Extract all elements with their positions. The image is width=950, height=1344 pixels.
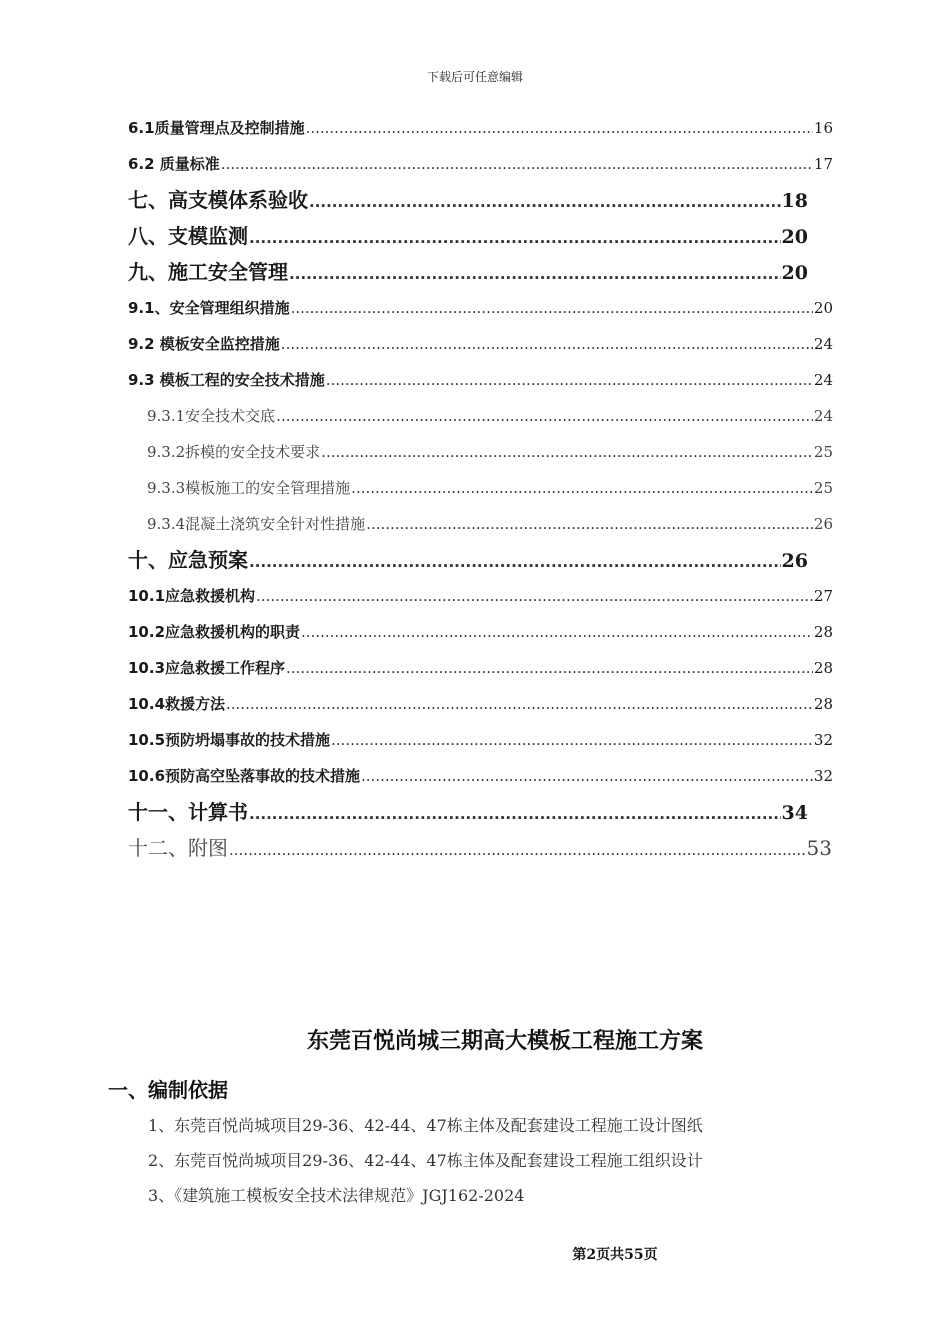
toc-entry-page: 32 [813, 731, 833, 749]
toc-entry-title: 9.3 模板工程的安全技术措施 [128, 371, 325, 389]
toc-leader-dots [256, 578, 813, 614]
toc-entry-title: 八、支模监测 [128, 224, 248, 248]
toc-entry-page: 28 [813, 623, 833, 641]
toc-entry-title: 10.3应急救援工作程序 [128, 659, 286, 677]
toc-entry-title: 9.2 模板安全监控措施 [128, 335, 280, 353]
toc-leader-dots [281, 326, 813, 362]
toc-entry-7[interactable] [128, 182, 808, 218]
toc-entry-page: 24 [813, 371, 833, 389]
toc-entry-9-3-2[interactable] [128, 434, 833, 470]
toc-entry-page: 34 [781, 802, 808, 824]
toc-entry-10-2[interactable] [128, 614, 833, 650]
toc-leader-dots [321, 434, 813, 470]
toc-entry-12[interactable] [128, 830, 832, 866]
toc-leader-dots [249, 796, 781, 830]
toc-entry-9-3[interactable] [128, 362, 833, 398]
toc-entry-title: 十、应急预案 [128, 548, 248, 572]
toc-entry-page: 26 [813, 515, 833, 533]
toc-entry-title: 七、高支模体系验收 [128, 188, 308, 212]
toc-leader-dots [351, 470, 813, 506]
toc-entry-title: 9.3.2拆模的安全技术要求 [147, 443, 321, 461]
toc-entry-9-3-3[interactable] [128, 470, 833, 506]
toc-entry-10-5[interactable] [128, 722, 833, 758]
toc-entry-page: 25 [813, 443, 833, 461]
toc-entry-10-1[interactable] [128, 578, 833, 614]
toc-leader-dots [309, 184, 781, 218]
toc-entry-11[interactable] [128, 794, 808, 830]
toc-leader-dots [226, 686, 813, 722]
toc-entry-title: 10.1应急救援机构 [128, 587, 256, 605]
toc-leader-dots [366, 506, 813, 542]
toc-entry-title: 十一、计算书 [128, 800, 248, 824]
toc-entry-title: 9.3.4混凝土浇筑安全针对性措施 [147, 515, 366, 533]
toc-entry-title: 10.5预防坍塌事故的技术措施 [128, 731, 331, 749]
toc-entry-6-1[interactable] [128, 110, 833, 146]
toc-leader-dots [249, 220, 781, 254]
toc-leader-dots [331, 722, 813, 758]
toc-leader-dots [301, 614, 813, 650]
toc-leader-dots [286, 650, 813, 686]
toc-leader-dots [289, 256, 781, 290]
toc-leader-dots [361, 758, 813, 794]
toc-entry-9-2[interactable] [128, 326, 833, 362]
toc-entry-title: 10.6预防高空坠落事故的技术措施 [128, 767, 361, 785]
toc-entry-page: 32 [813, 767, 833, 785]
toc-entry-page: 28 [813, 695, 833, 713]
reference-list [148, 1108, 703, 1213]
toc-leader-dots [221, 146, 813, 182]
toc-entry-title: 9.1、安全管理组织措施 [128, 299, 290, 317]
toc-entry-page: 24 [813, 335, 833, 353]
toc-entry-title: 10.4救援方法 [128, 695, 226, 713]
reference-item: 2、东莞百悦尚城项目29-36、42-44、47栋主体及配套建设工程施工组织设计 [148, 1151, 703, 1170]
toc-entry-page: 20 [781, 226, 808, 248]
toc-entry-page: 27 [813, 587, 833, 605]
toc-entry-10-6[interactable] [128, 758, 833, 794]
toc-leader-dots [306, 110, 813, 146]
toc-entry-9-1[interactable] [128, 290, 833, 326]
toc-entry-page: 20 [781, 262, 808, 284]
toc-entry-6-2[interactable] [128, 146, 833, 182]
toc-leader-dots [249, 544, 781, 578]
toc-entry-10[interactable] [128, 542, 808, 578]
toc-entry-page: 26 [781, 550, 808, 572]
reference-item: 1、东莞百悦尚城项目29-36、42-44、47栋主体及配套建设工程施工设计图纸 [148, 1116, 703, 1135]
toc-entry-page: 17 [813, 155, 833, 173]
toc-leader-dots [276, 398, 813, 434]
document-title: 东莞百悦尚城三期高大模板工程施工方案 [306, 1029, 703, 1054]
toc-entry-9-3-1[interactable] [128, 398, 833, 434]
toc-entry-8[interactable] [128, 218, 808, 254]
toc-entry-title: 6.2 质量标准 [128, 155, 220, 173]
toc-entry-page: 53 [806, 836, 832, 860]
section-heading: 一、编制依据 [108, 1078, 228, 1102]
toc-entry-title: 九、施工安全管理 [128, 260, 288, 284]
toc-entry-page: 20 [813, 299, 833, 317]
toc-entry-title: 9.3.1安全技术交底 [147, 407, 276, 425]
toc-entry-page: 18 [781, 190, 808, 212]
toc-entry-10-3[interactable] [128, 650, 833, 686]
toc-entry-page: 24 [813, 407, 833, 425]
toc-entry-page: 25 [813, 479, 833, 497]
toc-entry-9-3-4[interactable] [128, 506, 833, 542]
toc-entry-9[interactable] [128, 254, 808, 290]
toc-leader-dots [326, 362, 813, 398]
page-header-note: 下载后可任意编辑 [426, 70, 523, 84]
toc-entry-title: 6.1质量管理点及控制措施 [128, 119, 305, 137]
toc-entry-title: 10.2应急救援机构的职责 [128, 623, 301, 641]
toc-leader-dots [291, 290, 813, 326]
page-footer: 第2页共55页 [572, 1247, 658, 1263]
toc-entry-title: 十二、附图 [128, 836, 228, 860]
toc-entry-page: 16 [813, 119, 833, 137]
reference-item: 3、《建筑施工模板安全技术法律规范》JGJ162-2024 [148, 1186, 525, 1205]
toc-entry-page: 28 [813, 659, 833, 677]
toc-leader-dots [229, 832, 806, 866]
table-of-contents [128, 110, 833, 866]
toc-entry-title: 9.3.3模板施工的安全管理措施 [147, 479, 351, 497]
toc-entry-10-4[interactable] [128, 686, 833, 722]
